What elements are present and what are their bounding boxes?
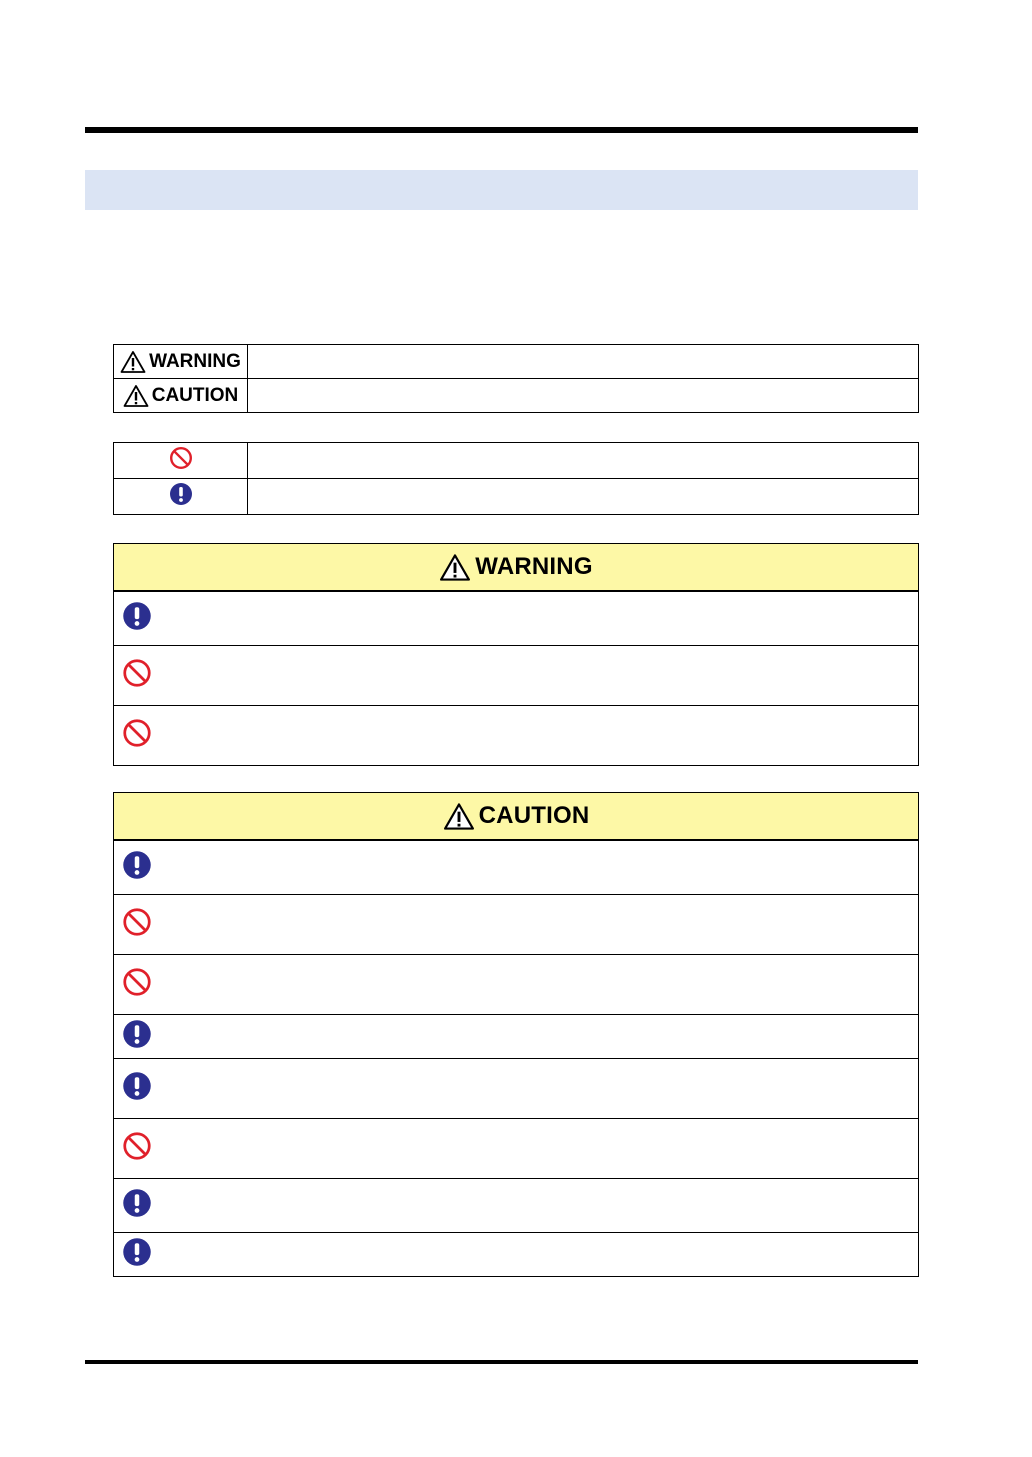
caution-item-row: [114, 1058, 918, 1118]
legend-prohibition-description: [248, 443, 919, 479]
legend-caution-cell: [114, 379, 248, 413]
bottom-rule: [85, 1360, 918, 1364]
legend-prohibition-cell: [114, 443, 248, 479]
top-rule: [85, 127, 918, 133]
legend-warning-description: [248, 345, 919, 379]
legend-caution-description: [248, 379, 919, 413]
caution-item-row: [114, 1014, 918, 1058]
warning-box-title: WARNING: [475, 553, 593, 580]
prohibition-icon: [122, 907, 152, 942]
caution-item-row: [114, 954, 918, 1014]
mandatory-action-icon: [169, 482, 193, 511]
symbol-legend-table: [113, 442, 919, 515]
caution-item-row: [114, 894, 918, 954]
caution-item-row: [114, 840, 918, 894]
caution-item-row: [114, 1118, 918, 1178]
caution-item-row: [114, 1232, 918, 1276]
legend-mandatory-description: [248, 479, 919, 515]
caution-box-header: [114, 793, 918, 840]
mandatory-action-icon: [122, 1188, 152, 1223]
caution-triangle-icon: [123, 384, 149, 408]
prohibition-icon: [169, 446, 193, 475]
warning-item-row: [114, 591, 918, 645]
mandatory-action-icon: [122, 850, 152, 885]
prohibition-icon: [122, 718, 152, 753]
warning-triangle-icon: [439, 553, 471, 582]
mandatory-action-icon: [122, 1019, 152, 1054]
warning-box-header: [114, 544, 918, 591]
caution-triangle-icon: [443, 802, 475, 831]
mandatory-action-icon: [122, 601, 152, 636]
mandatory-action-icon: [122, 1071, 152, 1106]
signal-word-legend-table: [113, 344, 919, 413]
legend-mandatory-cell: [114, 479, 248, 515]
prohibition-icon: [122, 658, 152, 693]
caution-item-row: [114, 1178, 918, 1232]
warning-triangle-icon: [120, 350, 146, 374]
caution-box: [113, 792, 919, 1277]
mandatory-action-icon: [122, 1237, 152, 1272]
prohibition-icon: [122, 967, 152, 1002]
legend-warning-label: WARNING: [149, 350, 241, 372]
warning-box: [113, 543, 919, 766]
warning-item-row: [114, 645, 918, 705]
legend-caution-label: CAUTION: [151, 384, 239, 406]
warning-item-row: [114, 705, 918, 765]
caution-box-title: CAUTION: [478, 802, 590, 829]
prohibition-icon: [122, 1131, 152, 1166]
legend-warning-cell: [114, 345, 248, 379]
section-title-band: [85, 170, 918, 210]
